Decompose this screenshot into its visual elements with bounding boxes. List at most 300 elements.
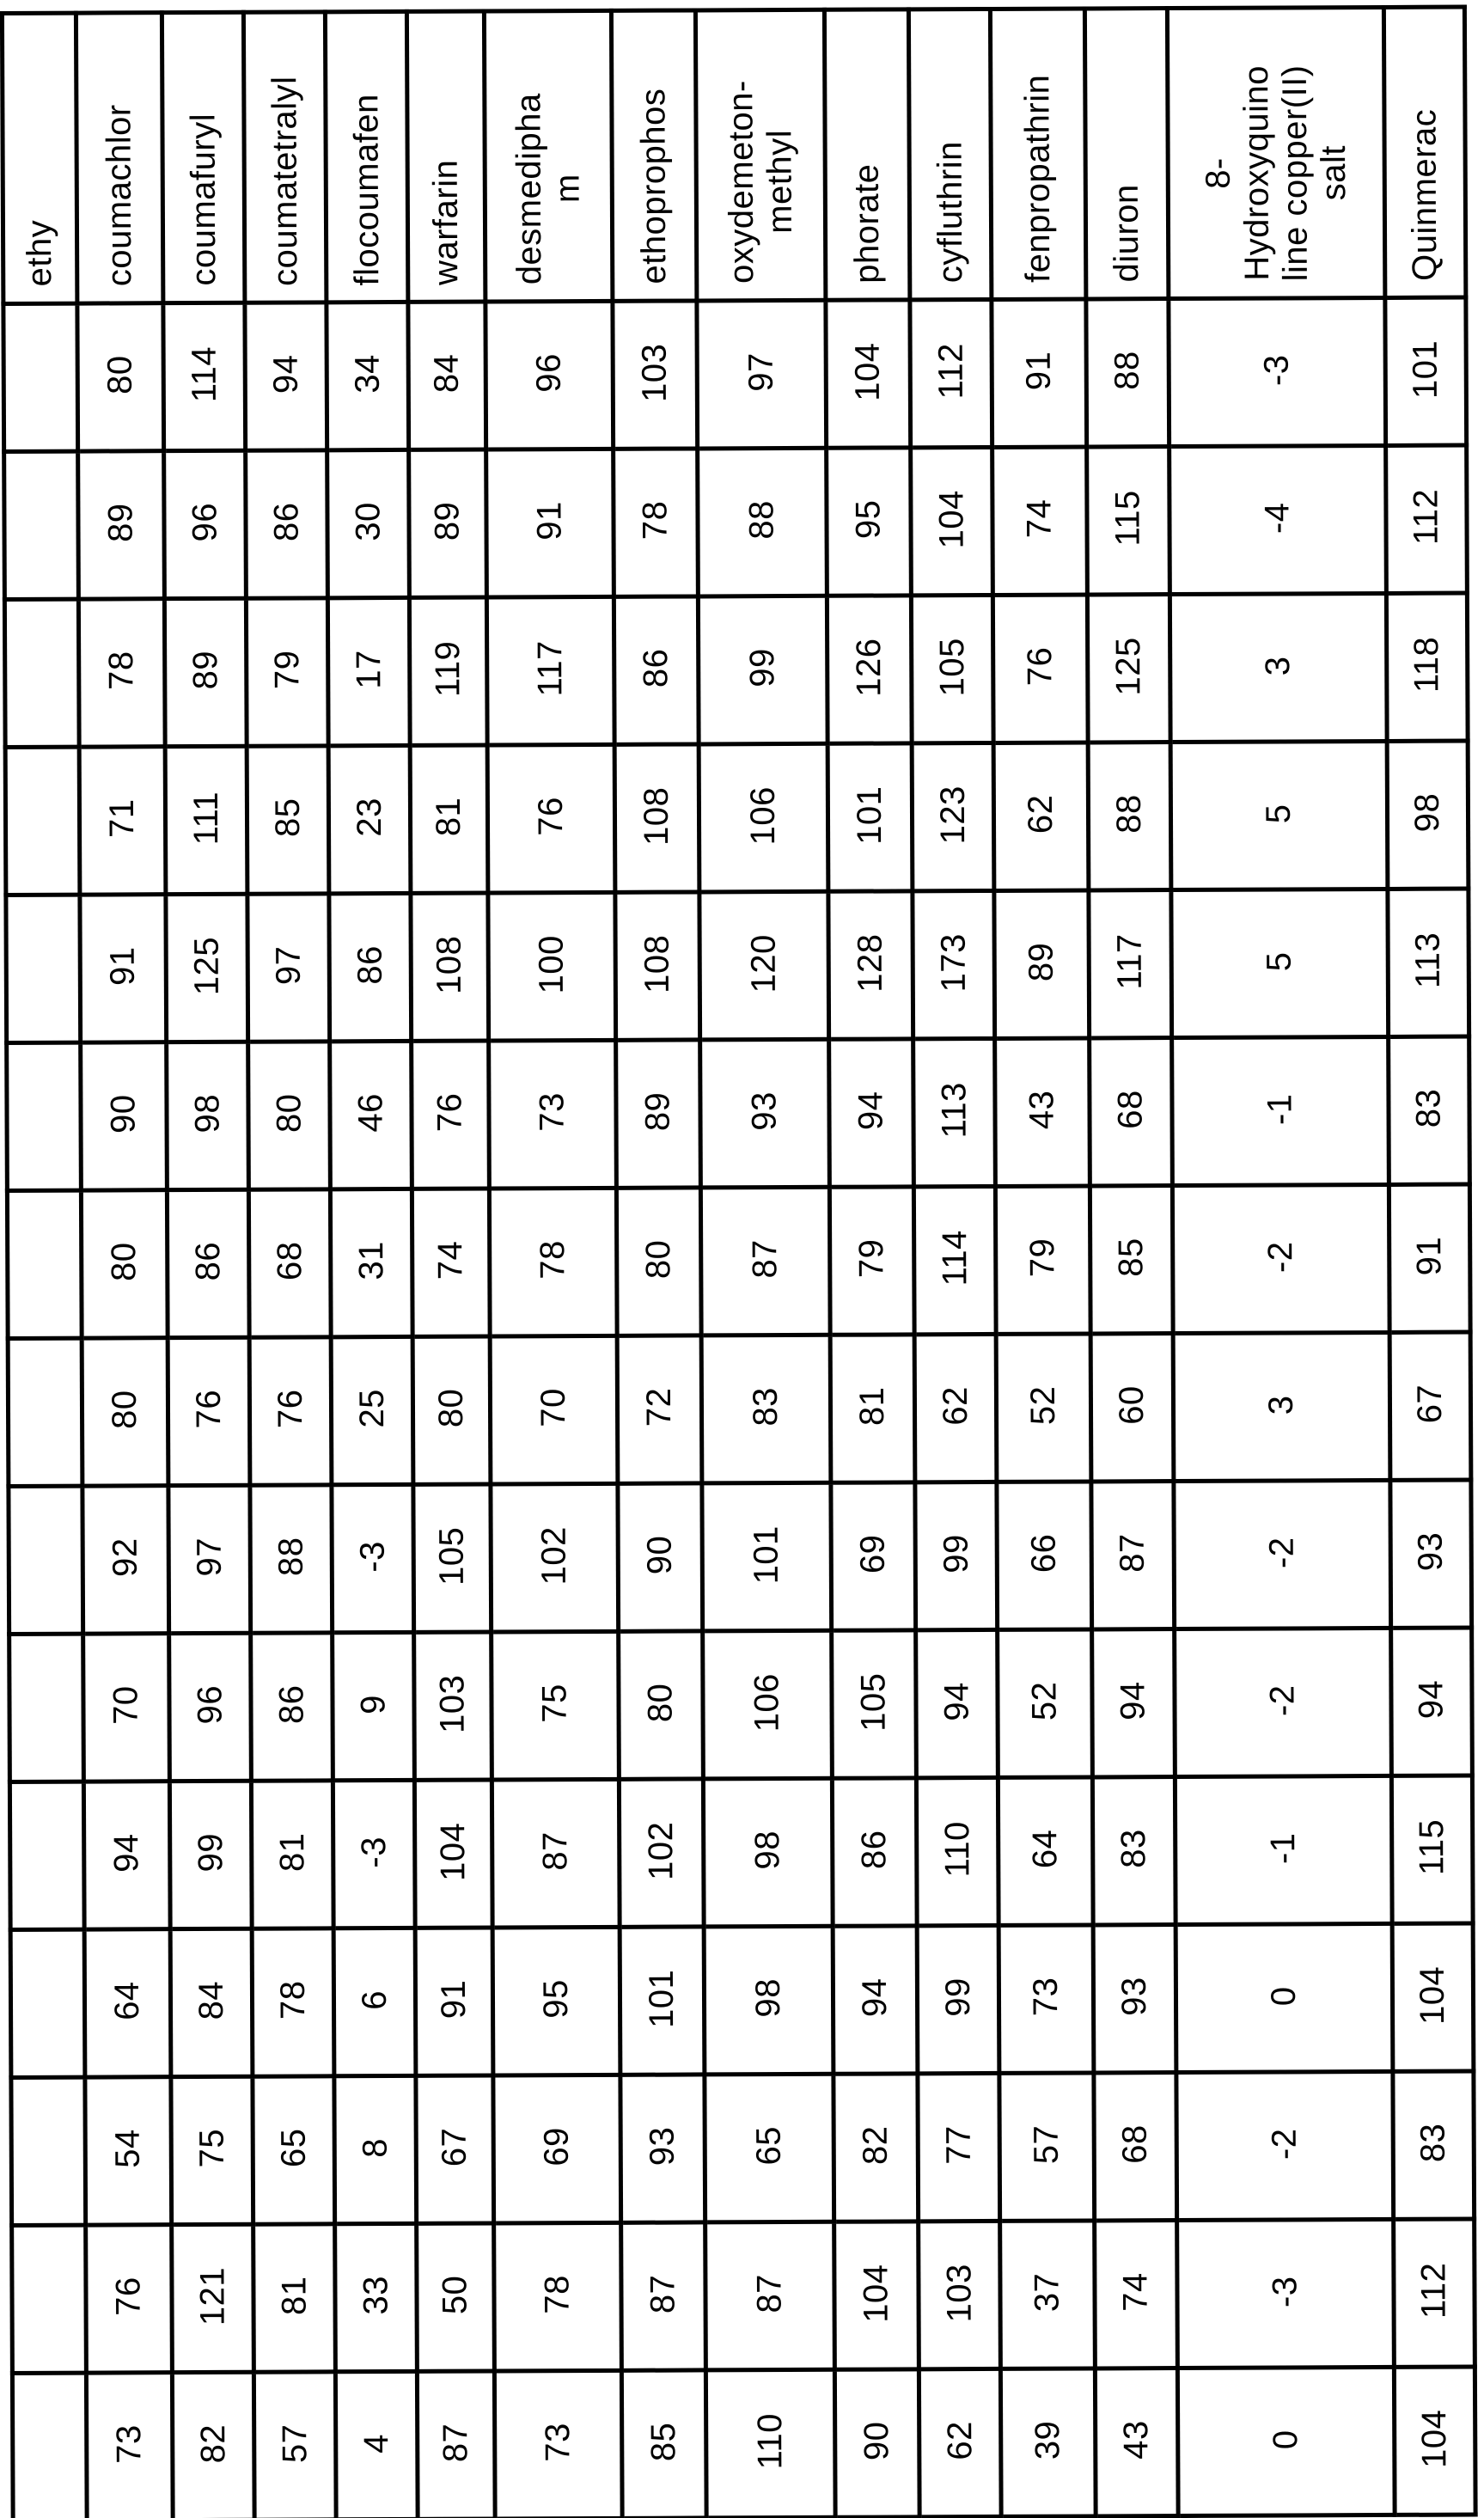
value-text: 54 <box>108 2129 147 2169</box>
value-cell <box>10 1929 85 2077</box>
value-row <box>7 1184 1470 1338</box>
value-text: 83 <box>746 1387 785 1427</box>
value-text: 76 <box>531 797 571 837</box>
value-cell <box>992 299 1087 447</box>
value-cell <box>618 1483 703 1631</box>
value-cell <box>11 2077 86 2225</box>
value-cell <box>1095 2368 1178 2516</box>
value-cell <box>494 2222 622 2371</box>
value-cell <box>1170 741 1388 889</box>
value-text: 79 <box>1023 1238 1062 1278</box>
value-text: 96 <box>185 503 224 542</box>
value-text: 101 <box>1406 339 1444 399</box>
value-cell <box>248 1042 331 1189</box>
value-cell <box>1175 1628 1392 1776</box>
value-text: 94 <box>937 1682 976 1721</box>
chemical-name: ethy <box>21 220 59 287</box>
value-cell <box>5 747 80 895</box>
value-cell <box>827 596 912 743</box>
value-cell <box>12 2373 87 2518</box>
value-cell <box>6 895 81 1042</box>
value-cell <box>7 1190 82 1338</box>
value-text: 76 <box>271 1389 309 1429</box>
value-cell <box>699 891 829 1040</box>
value-row <box>12 2219 1475 2373</box>
value-text: 88 <box>272 1537 310 1577</box>
value-text: 125 <box>187 936 226 996</box>
value-cell <box>620 1927 705 2075</box>
value-text: 86 <box>272 1684 311 1725</box>
value-text: 9 <box>354 1694 393 1714</box>
value-cell <box>1389 1036 1470 1184</box>
value-text: 98 <box>748 1978 788 2018</box>
value-cell <box>1086 299 1169 447</box>
value-cell <box>252 1928 334 2076</box>
value-text: 85 <box>268 798 307 838</box>
value-text: 69 <box>537 2127 576 2167</box>
value-cell <box>409 597 487 745</box>
value-cell <box>1169 593 1387 742</box>
value-cell <box>327 302 409 449</box>
value-text: 108 <box>637 786 676 846</box>
chemical-name-cell <box>162 12 244 303</box>
value-cell <box>168 1337 250 1485</box>
chemical-name: coumachlor <box>100 104 139 287</box>
value-text: 86 <box>266 502 306 542</box>
value-row <box>8 1332 1471 1486</box>
chemical-name-cell <box>824 9 909 300</box>
value-text: 37 <box>1028 2272 1066 2313</box>
value-cell <box>411 893 489 1041</box>
value-row <box>5 741 1469 895</box>
value-text: 86 <box>637 648 675 688</box>
value-text: 84 <box>192 1981 230 2020</box>
value-cell <box>998 1629 1093 1777</box>
value-text: 69 <box>853 1534 892 1574</box>
value-cell <box>1391 1775 1473 1923</box>
chemical-name: warfarin <box>426 159 466 285</box>
value-text: 81 <box>852 1386 892 1427</box>
value-cell <box>619 1779 704 1927</box>
value-cell <box>704 1926 834 2075</box>
value-cell <box>1173 1332 1390 1481</box>
value-text: 86 <box>855 1830 894 1870</box>
value-text: 117 <box>1110 933 1149 990</box>
value-cell <box>832 1630 917 1778</box>
value-cell <box>414 1780 492 1928</box>
value-cell <box>251 1781 333 1928</box>
value-cell <box>86 2373 173 2518</box>
value-cell <box>1088 743 1171 890</box>
value-cell <box>995 1038 1090 1186</box>
value-text: 121 <box>192 2266 232 2326</box>
value-cell <box>165 746 247 894</box>
value-cell <box>1169 445 1387 594</box>
value-text: 105 <box>854 1672 893 1732</box>
value-text: 115 <box>1413 1819 1451 1876</box>
value-text: 65 <box>749 2126 788 2166</box>
value-cell <box>84 1929 171 2077</box>
value-cell <box>329 893 412 1041</box>
value-cell <box>705 2222 835 2370</box>
value-text: 98 <box>187 1094 227 1134</box>
value-cell <box>998 1925 1094 2073</box>
value-text: 5 <box>1260 804 1298 823</box>
chemical-name-cell <box>2 13 76 303</box>
value-text: 90 <box>858 2421 896 2461</box>
value-cell <box>1000 2368 1096 2516</box>
value-text: 88 <box>742 500 781 540</box>
scan-content <box>0 5 1478 2518</box>
value-text: -3 <box>353 1540 392 1573</box>
value-text: 73 <box>1026 1977 1066 2017</box>
value-cell <box>3 303 78 451</box>
value-text: 101 <box>747 1525 785 1585</box>
value-cell <box>1169 297 1386 446</box>
value-cell <box>328 745 411 893</box>
value-text: 78 <box>102 651 141 691</box>
value-cell <box>82 1338 168 1486</box>
value-cell <box>253 2372 336 2518</box>
value-text: 68 <box>270 1241 308 1281</box>
value-text: 87 <box>437 2423 475 2463</box>
value-text: 105 <box>432 1526 471 1586</box>
value-cell <box>409 449 487 597</box>
value-text: 113 <box>1408 932 1447 989</box>
chemical-name-cell <box>484 10 612 302</box>
value-text: 110 <box>751 2413 790 2470</box>
value-cell <box>1391 1628 1473 1775</box>
value-cell <box>408 302 486 449</box>
value-text: 70 <box>534 1388 573 1428</box>
value-text: 76 <box>189 1390 228 1429</box>
value-text: 103 <box>939 2263 979 2323</box>
value-cell <box>703 1778 833 1927</box>
value-cell <box>614 744 699 892</box>
value-text: 78 <box>534 1240 572 1280</box>
value-text: 80 <box>641 1683 680 1723</box>
value-cell <box>698 448 827 596</box>
chemical-name: flocoumafen <box>346 93 386 286</box>
value-text: 94 <box>852 1091 890 1131</box>
value-cell <box>992 595 1088 743</box>
value-text: 97 <box>742 352 780 392</box>
value-text: 31 <box>351 1241 390 1280</box>
value-cell <box>1176 1923 1393 2072</box>
value-text: 114 <box>935 1230 974 1287</box>
value-cell <box>169 1781 252 1928</box>
value-text: 76 <box>431 1092 469 1133</box>
value-cell <box>417 2223 495 2371</box>
value-cell <box>828 891 913 1039</box>
value-text: -1 <box>1261 1093 1299 1125</box>
value-cell <box>702 1482 832 1631</box>
value-cell <box>417 2371 495 2518</box>
value-text: 99 <box>938 1977 977 2017</box>
value-cell <box>1394 2219 1475 2367</box>
value-cell <box>1092 1629 1176 1777</box>
value-cell <box>996 1334 1091 1482</box>
chemical-name: 8- Hydroxyquino line copper(II) salt <box>1199 64 1353 282</box>
value-text: 104 <box>1413 1965 1452 2025</box>
value-cell <box>327 597 410 745</box>
value-text: 101 <box>642 1969 681 2028</box>
value-cell <box>1087 595 1170 743</box>
value-cell <box>416 2075 494 2223</box>
value-text: 78 <box>538 2275 577 2315</box>
value-cell <box>9 1486 83 1634</box>
value-text: 0 <box>1265 1986 1304 2006</box>
value-text: 80 <box>105 1242 144 1282</box>
value-text: 88 <box>1109 794 1149 834</box>
value-cell <box>81 1042 168 1190</box>
value-cell <box>913 1186 996 1334</box>
value-text: 111 <box>186 791 225 846</box>
value-cell <box>993 743 1089 890</box>
value-cell <box>248 1189 331 1337</box>
value-cell <box>616 1188 701 1335</box>
value-text: 89 <box>1022 942 1060 982</box>
value-text: 72 <box>639 1387 679 1427</box>
chemical-name: oxydemeton- methyl <box>721 80 799 284</box>
value-text: 23 <box>350 798 388 837</box>
value-cell <box>247 746 329 894</box>
value-text: 128 <box>851 933 889 993</box>
value-cell <box>80 895 167 1042</box>
value-text: 43 <box>1117 2420 1156 2460</box>
value-row <box>12 2367 1475 2518</box>
value-cell <box>834 2074 919 2222</box>
value-text: 50 <box>436 2275 474 2315</box>
value-cell <box>413 1484 492 1632</box>
value-cell <box>615 892 700 1040</box>
value-text: 74 <box>1116 2272 1155 2313</box>
value-text: 100 <box>532 934 571 994</box>
value-text: 67 <box>1410 1384 1450 1424</box>
value-cell <box>247 894 330 1042</box>
value-text: 80 <box>431 1388 471 1428</box>
value-cell <box>617 1335 702 1483</box>
value-cell <box>919 2221 1001 2368</box>
chemical-name-cell <box>990 9 1085 299</box>
value-text: 74 <box>431 1240 470 1280</box>
value-text: 80 <box>639 1239 678 1280</box>
value-text: 81 <box>429 797 468 837</box>
value-text: 91 <box>1410 1236 1449 1276</box>
chemical-name-cell <box>1167 7 1384 298</box>
value-cell <box>487 744 615 893</box>
value-cell <box>77 303 164 451</box>
value-cell <box>1089 890 1172 1038</box>
value-text: 108 <box>430 935 468 994</box>
value-text: 52 <box>1023 1385 1063 1426</box>
value-text: 103 <box>433 1674 472 1733</box>
value-cell <box>1389 1332 1471 1480</box>
value-cell <box>169 1633 252 1781</box>
value-text: 93 <box>1411 1531 1450 1572</box>
value-text: 46 <box>351 1093 390 1133</box>
value-text: 106 <box>748 1672 786 1733</box>
value-cell <box>1393 2071 1475 2219</box>
value-cell <box>489 1040 617 1189</box>
value-text: 104 <box>857 2264 895 2323</box>
value-text: 104 <box>931 489 971 549</box>
value-text: 84 <box>427 353 466 394</box>
value-text: 80 <box>269 1093 308 1134</box>
value-cell <box>83 1782 170 1929</box>
value-cell <box>1392 1923 1474 2071</box>
chemical-name: coumafuryl <box>184 113 223 287</box>
value-cell <box>1000 2221 1096 2368</box>
value-text: 90 <box>640 1535 679 1575</box>
value-row <box>3 297 1467 451</box>
value-text: 94 <box>1114 1681 1152 1721</box>
chemical-name: ethoprophos <box>634 88 674 284</box>
value-text: 64 <box>108 1981 147 2021</box>
value-cell <box>1094 2073 1177 2221</box>
value-text: 0 <box>1267 2429 1305 2449</box>
value-cell <box>827 448 912 596</box>
value-cell <box>910 299 992 447</box>
rotated-results-table <box>0 5 1478 2518</box>
chemical-name-cell <box>1084 9 1168 299</box>
value-cell <box>621 2222 706 2370</box>
value-cell <box>1095 2221 1178 2368</box>
value-cell <box>492 1631 620 1780</box>
value-cell <box>414 1632 492 1780</box>
value-text: 68 <box>1115 2124 1154 2165</box>
value-cell <box>488 892 616 1041</box>
value-row <box>9 1775 1473 1929</box>
value-text: 99 <box>937 1534 975 1574</box>
value-text: 83 <box>1115 1829 1153 1869</box>
value-cell <box>81 1190 168 1338</box>
value-text: 90 <box>104 1094 143 1134</box>
value-text: 79 <box>267 650 306 690</box>
value-cell <box>1177 2219 1395 2368</box>
value-text: 104 <box>1415 2409 1454 2468</box>
value-text: 99 <box>743 648 782 688</box>
value-text: 102 <box>642 1821 681 1880</box>
chemical-name: fenpropathrin <box>1018 74 1058 283</box>
value-cell <box>826 300 911 448</box>
value-text: 88 <box>1108 351 1146 391</box>
value-cell <box>916 1777 998 1925</box>
value-cell <box>79 747 166 895</box>
value-cell <box>613 301 698 449</box>
value-cell <box>1172 1184 1389 1333</box>
value-cell <box>700 1187 830 1335</box>
chemical-name: diuron <box>1107 183 1146 283</box>
value-text: 57 <box>275 2423 314 2464</box>
value-cell <box>412 1189 490 1336</box>
value-cell <box>705 2369 835 2518</box>
value-cell <box>332 1484 414 1632</box>
value-text: 119 <box>429 640 467 698</box>
value-text: 115 <box>1108 490 1147 547</box>
value-text: 82 <box>193 2424 232 2464</box>
table-body <box>2 7 1475 2518</box>
value-text: 89 <box>186 651 224 690</box>
value-cell <box>1176 2071 1394 2220</box>
value-cell <box>83 1634 170 1782</box>
value-text: 80 <box>106 1390 144 1430</box>
value-cell <box>1386 593 1468 741</box>
value-cell <box>829 1039 914 1187</box>
value-text: 86 <box>351 945 389 985</box>
value-cell <box>12 2225 87 2373</box>
value-cell <box>9 1782 84 1929</box>
value-text: 70 <box>107 1685 145 1726</box>
value-cell <box>492 1779 620 1928</box>
value-cell <box>917 1925 999 2073</box>
value-cell <box>334 2075 417 2223</box>
value-text: 96 <box>191 1685 229 1725</box>
value-cell <box>616 1040 701 1188</box>
value-row <box>7 1036 1470 1190</box>
value-cell <box>1390 1480 1472 1628</box>
value-cell <box>701 1335 831 1483</box>
value-cell <box>827 743 913 891</box>
value-text: 67 <box>435 2127 473 2167</box>
value-cell <box>78 599 165 747</box>
chemical-name: Quinmerac <box>1405 108 1444 281</box>
value-cell <box>1091 1482 1175 1629</box>
value-text: 33 <box>357 2276 395 2315</box>
chemical-name-cell <box>1383 7 1465 297</box>
value-cell <box>8 1338 82 1486</box>
value-text: 112 <box>1407 489 1445 546</box>
value-cell <box>621 2370 706 2518</box>
value-text: -3 <box>1266 2276 1304 2307</box>
value-cell <box>914 1334 997 1482</box>
value-text: 101 <box>850 785 889 845</box>
value-text: 75 <box>192 2129 231 2168</box>
chemical-name: coumatetralyl <box>265 76 304 286</box>
value-text: 77 <box>939 2125 978 2165</box>
chemical-name-cell <box>695 9 825 301</box>
value-text: 66 <box>1024 1533 1063 1574</box>
value-cell <box>1090 1334 1174 1482</box>
chemical-name-row <box>2 7 1465 303</box>
value-cell <box>913 1038 996 1186</box>
chemical-name-cell <box>76 13 162 303</box>
value-cell <box>330 1041 412 1189</box>
value-cell <box>1090 1038 1173 1186</box>
value-cell <box>703 1630 833 1779</box>
value-text: 117 <box>531 640 570 697</box>
value-cell <box>85 2077 172 2225</box>
value-cell <box>1092 1777 1176 1925</box>
value-text: 62 <box>940 2421 979 2460</box>
value-text: 75 <box>535 1684 574 1724</box>
value-cell <box>1385 297 1467 445</box>
value-cell <box>78 451 165 599</box>
value-row <box>9 1628 1473 1782</box>
value-cell <box>333 1780 415 1928</box>
value-text: 112 <box>1414 2262 1453 2319</box>
value-cell <box>833 1926 918 2074</box>
value-cell <box>830 1335 915 1482</box>
value-text: -1 <box>1264 1832 1303 1864</box>
value-cell <box>493 2075 621 2223</box>
value-cell <box>251 1633 333 1781</box>
value-cell <box>614 596 699 744</box>
value-text: -3 <box>354 1836 393 1868</box>
value-text: 73 <box>110 2424 149 2465</box>
value-row <box>4 593 1468 747</box>
value-text: 102 <box>534 1525 573 1586</box>
